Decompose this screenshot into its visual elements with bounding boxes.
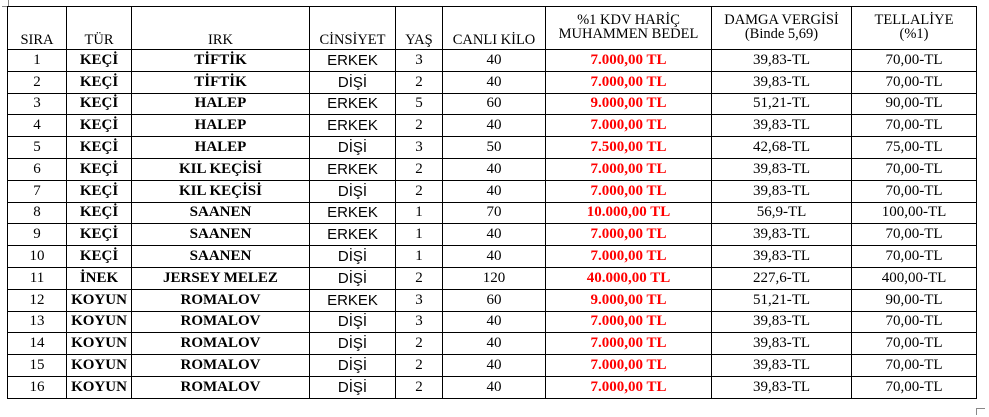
cell-tellaliye: 70,00-TL: [852, 246, 977, 268]
cell-bedel: 7.500,00 TL: [546, 137, 712, 159]
cell-bedel: 7.000,00 TL: [546, 158, 712, 180]
cell-damga: 56,9-TL: [712, 202, 852, 224]
cell-yas: 3: [396, 311, 443, 333]
cell-kilo: 70: [443, 202, 546, 224]
cell-bedel: 7.000,00 TL: [546, 71, 712, 93]
cell-sira: 9: [8, 224, 67, 246]
cell-irk: SAANEN: [132, 246, 310, 268]
cell-sira: 12: [8, 289, 67, 311]
cell-yas: 2: [396, 115, 443, 137]
cell-cinsiyet: DİŞİ: [310, 267, 396, 289]
cell-tur: KEÇİ: [67, 93, 132, 115]
cell-tur: KEÇİ: [67, 202, 132, 224]
header-tur: TÜR: [67, 7, 132, 50]
table-row: [8, 246, 977, 268]
header-cinsiyet: CİNSİYET: [310, 7, 396, 50]
cell-sira: 14: [8, 333, 67, 355]
cell-bedel: 9.000,00 TL: [546, 93, 712, 115]
cell-sira: 16: [8, 376, 67, 398]
cell-tur: KEÇİ: [67, 224, 132, 246]
cell-yas: 2: [396, 355, 443, 377]
cell-sira: 7: [8, 180, 67, 202]
cell-bedel: 9.000,00 TL: [546, 289, 712, 311]
cell-damga: 51,21-TL: [712, 93, 852, 115]
cell-cinsiyet: ERKEK: [310, 202, 396, 224]
cell-kilo: 60: [443, 93, 546, 115]
table-row: [8, 93, 977, 115]
cell-cinsiyet: DİŞİ: [310, 137, 396, 159]
cell-damga: 39,83-TL: [712, 115, 852, 137]
cell-tur: KEÇİ: [67, 115, 132, 137]
cell-yas: 3: [396, 50, 443, 72]
cell-cinsiyet: DİŞİ: [310, 333, 396, 355]
cell-bedel: 7.000,00 TL: [546, 311, 712, 333]
cell-damga: 39,83-TL: [712, 311, 852, 333]
cell-bedel: 7.000,00 TL: [546, 376, 712, 398]
cell-kilo: 40: [443, 224, 546, 246]
cell-irk: KIL KEÇİSİ: [132, 158, 310, 180]
cell-irk: HALEP: [132, 137, 310, 159]
cell-bedel: 7.000,00 TL: [546, 115, 712, 137]
cell-cinsiyet: ERKEK: [310, 50, 396, 72]
cell-yas: 2: [396, 267, 443, 289]
header-tellaliye-line1: TELLALİYE: [874, 11, 954, 28]
cell-tellaliye: 100,00-TL: [852, 202, 977, 224]
header-damga-vergisi-line1: DAMGA VERGİSİ: [724, 11, 839, 28]
cell-damga: 227,6-TL: [712, 267, 852, 289]
header-muhammen-bedel: [546, 7, 712, 50]
cell-cinsiyet: ERKEK: [310, 115, 396, 137]
cell-tur: KOYUN: [67, 376, 132, 398]
cell-irk: SAANEN: [132, 224, 310, 246]
cell-bedel: 40.000,00 TL: [546, 267, 712, 289]
table-row: [8, 158, 977, 180]
cell-tur: KEÇİ: [67, 71, 132, 93]
table-row: [8, 180, 977, 202]
cell-bedel: 7.000,00 TL: [546, 355, 712, 377]
cell-tellaliye: 70,00-TL: [852, 311, 977, 333]
cell-tur: KEÇİ: [67, 158, 132, 180]
cell-irk: TİFTİK: [132, 71, 310, 93]
table-row: [8, 289, 977, 311]
cell-tellaliye: 70,00-TL: [852, 115, 977, 137]
cell-bedel: 7.000,00 TL: [546, 246, 712, 268]
cell-damga: 39,83-TL: [712, 158, 852, 180]
header-yas: YAŞ: [396, 7, 443, 50]
cell-kilo: 50: [443, 137, 546, 159]
table-row: [8, 224, 977, 246]
cell-cinsiyet: DİŞİ: [310, 355, 396, 377]
cell-sira: 15: [8, 355, 67, 377]
cell-tellaliye: 75,00-TL: [852, 137, 977, 159]
cell-sira: 3: [8, 93, 67, 115]
cell-kilo: 60: [443, 289, 546, 311]
cell-sira: 6: [8, 158, 67, 180]
cell-damga: 39,83-TL: [712, 180, 852, 202]
cell-tur: KEÇİ: [67, 50, 132, 72]
cell-cinsiyet: DİŞİ: [310, 246, 396, 268]
cell-sira: 1: [8, 50, 67, 72]
cell-kilo: 40: [443, 50, 546, 72]
cell-tellaliye: 70,00-TL: [852, 50, 977, 72]
cell-yas: 2: [396, 180, 443, 202]
cell-tur: KOYUN: [67, 289, 132, 311]
cell-kilo: 40: [443, 158, 546, 180]
cell-kilo: 40: [443, 311, 546, 333]
cell-yas: 1: [396, 246, 443, 268]
cell-yas: 3: [396, 137, 443, 159]
table-row: [8, 376, 977, 398]
cell-tur: KOYUN: [67, 355, 132, 377]
cell-bedel: 7.000,00 TL: [546, 333, 712, 355]
header-damga-vergisi: [712, 7, 852, 50]
cell-tur: KEÇİ: [67, 246, 132, 268]
header-damga-vergisi-line2: (Binde 5,69): [744, 26, 819, 42]
cell-bedel: 10.000,00 TL: [546, 202, 712, 224]
cell-cinsiyet: ERKEK: [310, 224, 396, 246]
document-corner-mark-bottom: [976, 408, 985, 415]
cell-cinsiyet: DİŞİ: [310, 71, 396, 93]
cell-irk: ROMALOV: [132, 333, 310, 355]
cell-damga: 39,83-TL: [712, 246, 852, 268]
cell-bedel: 7.000,00 TL: [546, 50, 712, 72]
cell-irk: ROMALOV: [132, 376, 310, 398]
cell-tur: KEÇİ: [67, 137, 132, 159]
cell-cinsiyet: DİŞİ: [310, 311, 396, 333]
table-row: [8, 71, 977, 93]
table-row: [8, 355, 977, 377]
cell-tellaliye: 70,00-TL: [852, 71, 977, 93]
cell-kilo: 40: [443, 115, 546, 137]
header-sira: SIRA: [8, 7, 67, 50]
cell-tellaliye: 70,00-TL: [852, 376, 977, 398]
cell-tur: İNEK: [67, 267, 132, 289]
cell-damga: 39,83-TL: [712, 333, 852, 355]
header-tellaliye-line2: (%1): [899, 26, 929, 42]
table-row: [8, 267, 977, 289]
cell-tur: KEÇİ: [67, 180, 132, 202]
cell-damga: 39,83-TL: [712, 71, 852, 93]
cell-irk: TİFTİK: [132, 50, 310, 72]
cell-irk: SAANEN: [132, 202, 310, 224]
cell-yas: 1: [396, 202, 443, 224]
cell-irk: ROMALOV: [132, 289, 310, 311]
cell-sira: 5: [8, 137, 67, 159]
cell-cinsiyet: ERKEK: [310, 93, 396, 115]
cell-kilo: 40: [443, 71, 546, 93]
cell-yas: 1: [396, 224, 443, 246]
cell-tellaliye: 70,00-TL: [852, 224, 977, 246]
cell-cinsiyet: DİŞİ: [310, 376, 396, 398]
cell-sira: 13: [8, 311, 67, 333]
cell-cinsiyet: ERKEK: [310, 158, 396, 180]
header-tellaliye: [852, 7, 977, 50]
cell-yas: 5: [396, 93, 443, 115]
cell-irk: KIL KEÇİSİ: [132, 180, 310, 202]
cell-kilo: 40: [443, 180, 546, 202]
cell-sira: 8: [8, 202, 67, 224]
cell-damga: 51,21-TL: [712, 289, 852, 311]
cell-yas: 2: [396, 71, 443, 93]
cell-tur: KOYUN: [67, 333, 132, 355]
table-row: [8, 137, 977, 159]
cell-damga: 39,83-TL: [712, 355, 852, 377]
header-muhammen-bedel-line2: MUHAMMEN BEDEL: [558, 26, 699, 42]
table-body: [8, 50, 977, 399]
table-row: [8, 202, 977, 224]
cell-tellaliye: 70,00-TL: [852, 158, 977, 180]
cell-kilo: 40: [443, 246, 546, 268]
cell-cinsiyet: ERKEK: [310, 289, 396, 311]
cell-damga: 42,68-TL: [712, 137, 852, 159]
livestock-auction-table: [7, 6, 977, 399]
cell-kilo: 40: [443, 355, 546, 377]
cell-damga: 39,83-TL: [712, 50, 852, 72]
cell-irk: HALEP: [132, 115, 310, 137]
cell-irk: HALEP: [132, 93, 310, 115]
cell-bedel: 7.000,00 TL: [546, 224, 712, 246]
cell-tellaliye: 70,00-TL: [852, 333, 977, 355]
cell-bedel: 7.000,00 TL: [546, 180, 712, 202]
cell-cinsiyet: DİŞİ: [310, 180, 396, 202]
cell-tellaliye: 90,00-TL: [852, 93, 977, 115]
header-muhammen-bedel-line1: %1 KDV HARİÇ: [577, 11, 680, 28]
cell-irk: JERSEY MELEZ: [132, 267, 310, 289]
header-row: [8, 7, 977, 50]
cell-sira: 2: [8, 71, 67, 93]
header-canli-kilo: CANLI KİLO: [443, 7, 546, 50]
cell-yas: 2: [396, 376, 443, 398]
cell-tellaliye: 90,00-TL: [852, 289, 977, 311]
cell-yas: 2: [396, 158, 443, 180]
cell-yas: 2: [396, 333, 443, 355]
header-irk: IRK: [132, 7, 310, 50]
cell-sira: 4: [8, 115, 67, 137]
cell-kilo: 40: [443, 376, 546, 398]
cell-tur: KOYUN: [67, 311, 132, 333]
cell-irk: ROMALOV: [132, 355, 310, 377]
cell-kilo: 120: [443, 267, 546, 289]
cell-yas: 3: [396, 289, 443, 311]
table-row: [8, 311, 977, 333]
cell-kilo: 40: [443, 333, 546, 355]
table-row: [8, 50, 977, 72]
table-row: [8, 115, 977, 137]
cell-tellaliye: 70,00-TL: [852, 180, 977, 202]
cell-sira: 11: [8, 267, 67, 289]
cell-tellaliye: 400,00-TL: [852, 267, 977, 289]
cell-sira: 10: [8, 246, 67, 268]
cell-irk: ROMALOV: [132, 311, 310, 333]
cell-damga: 39,83-TL: [712, 376, 852, 398]
cell-damga: 39,83-TL: [712, 224, 852, 246]
table-row: [8, 333, 977, 355]
cell-tellaliye: 70,00-TL: [852, 355, 977, 377]
